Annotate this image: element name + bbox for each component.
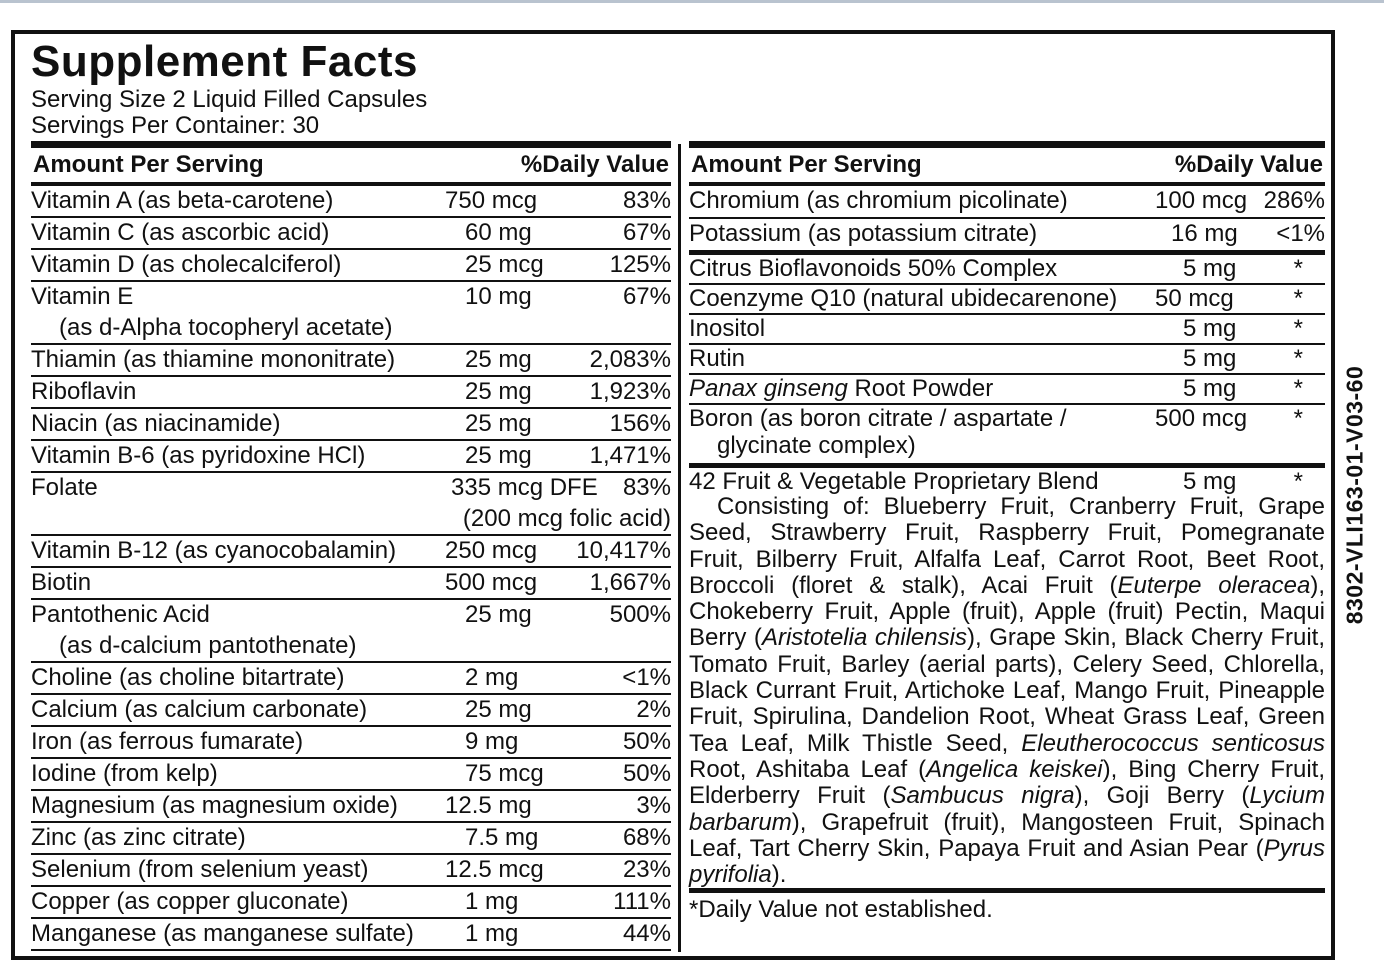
nutrient-name: Manganese (as manganese sulfate) bbox=[31, 920, 414, 947]
right-column-header bbox=[689, 148, 1325, 186]
daily-value-heading: %Daily Value bbox=[1174, 151, 1323, 178]
proprietary-blend bbox=[689, 468, 1325, 893]
column-divider bbox=[678, 144, 681, 952]
nutrient-amount: 500 mcg bbox=[445, 569, 538, 596]
nutrient-name: Zinc (as zinc citrate) bbox=[31, 824, 246, 851]
amount-per-serving-heading: Amount Per Serving bbox=[691, 151, 922, 178]
botanical-name: Aristotelia chilensis bbox=[761, 624, 967, 652]
panel-title: Supplement Facts bbox=[31, 37, 418, 86]
nutrient-amount: 25 mg bbox=[465, 378, 532, 405]
nutrient-amount: 16 mg bbox=[1171, 220, 1238, 247]
daily-value: 50% bbox=[622, 760, 671, 787]
nutrient-row bbox=[689, 255, 1325, 285]
daily-value: * bbox=[1293, 285, 1303, 312]
nutrient-amount: 1 mg bbox=[465, 888, 519, 915]
nutrient-row bbox=[31, 695, 671, 727]
daily-value: 50% bbox=[622, 728, 671, 755]
botanical-name: Euterpe oleracea bbox=[1117, 571, 1311, 599]
daily-value: * bbox=[1293, 405, 1303, 432]
blend-ingredients: Consisting of: Blueberry Fruit, Cranberry Fruit, Grape Seed, Strawberry Fruit, Raspberry Fruit, Pomegranate Fruit, Bilberry Fruit, Alfalfa Leaf, Carrot Root, Beet Root, Broccoli (floret & stalk), Acai Fruit (Euterpe oleracea), Chokeberry Fruit, Apple (fruit), Apple (fruit) Pectin, Maqui Berry (Aristotelia chilensis), Grape Skin, Black Cherry Fruit, Tomato Fruit, Barley (aerial parts), Celery Seed, Chlorella, Black Currant Fruit, Artichoke Leaf, Mango Fruit, Pineapple Fruit, Spirulina, Dandelion Root, Wheat Grass Leaf, Green Tea Leaf, Milk Thistle Seed, Eleutherococcus senticosus Root, Ashitaba Leaf (Angelica keiskei), Bing Cherry Fruit, Elderberry Fruit (Sambucus nigra), Goji Berry (Lycium barbarum), Grapefruit (fruit), Mangosteen Fruit, Spinach Leaf, Tart Cherry Skin, Papaya Fruit and Asian Pear (Pyrus pyrifolia). bbox=[689, 493, 1325, 889]
lot-code-text: 8302-VLI163-01-V03-60 bbox=[1341, 365, 1368, 625]
nutrient-amount: 10 mg bbox=[465, 283, 532, 310]
nutrient-amount: 5 mg bbox=[1183, 255, 1237, 282]
right-column bbox=[689, 141, 1325, 925]
nutrient-amount: 7.5 mg bbox=[465, 824, 539, 851]
nutrient-name: Iron (as ferrous fumarate) bbox=[31, 728, 304, 755]
daily-value: 286% bbox=[1263, 187, 1325, 214]
nutrient-row bbox=[31, 727, 671, 759]
left-column-header bbox=[31, 148, 671, 186]
daily-value: * bbox=[1293, 315, 1303, 342]
botanical-name: Sambucus nigra bbox=[890, 782, 1075, 810]
nutrient-source: (as d-calcium pantothenate) bbox=[59, 632, 357, 659]
nutrient-name: Vitamin E bbox=[31, 283, 134, 310]
folic-acid-amount: (200 mcg folic acid) bbox=[462, 505, 671, 532]
nutrient-name: Inositol bbox=[689, 315, 766, 342]
supplement-facts-panel bbox=[11, 30, 1335, 960]
daily-value: * bbox=[1293, 255, 1303, 282]
daily-value: 83% bbox=[622, 187, 671, 214]
nutrient-name: Thiamin (as thiamine mononitrate) bbox=[31, 346, 396, 373]
nutrient-source: (as d-Alpha tocopheryl acetate) bbox=[59, 314, 393, 341]
right-nutrient-list-top bbox=[689, 186, 1325, 255]
nutrient-source: glycinate complex) bbox=[717, 432, 916, 459]
nutrient-row bbox=[689, 285, 1325, 315]
nutrient-amount: 25 mg bbox=[465, 601, 532, 628]
daily-value: 83% bbox=[622, 474, 671, 501]
blend-daily-value: * bbox=[1293, 468, 1303, 495]
blend-header-row bbox=[689, 468, 1325, 494]
nutrient-row bbox=[31, 473, 671, 536]
daily-value: 500% bbox=[609, 601, 671, 628]
nutrient-name: Niacin (as niacinamide) bbox=[31, 410, 281, 437]
nutrient-amount: 25 mg bbox=[465, 346, 532, 373]
nutrient-name: Folate bbox=[31, 474, 98, 501]
nutrient-row bbox=[31, 441, 671, 473]
nutrient-row bbox=[31, 887, 671, 919]
blend-name: 42 Fruit & Vegetable Proprietary Blend bbox=[689, 468, 1099, 495]
nutrient-row bbox=[31, 791, 671, 823]
daily-value: 1,471% bbox=[589, 442, 671, 469]
nutrient-amount: 12.5 mg bbox=[445, 792, 532, 819]
nutrient-amount: 335 mcg DFE bbox=[451, 474, 598, 501]
nutrient-amount: 5 mg bbox=[1183, 315, 1237, 342]
nutrient-row bbox=[689, 315, 1325, 345]
right-nutrient-list bbox=[689, 255, 1325, 468]
nutrient-amount: 75 mcg bbox=[465, 760, 544, 787]
daily-value: 3% bbox=[636, 792, 671, 819]
nutrient-name: Magnesium (as magnesium oxide) bbox=[31, 792, 398, 819]
nutrient-amount: 1 mg bbox=[465, 920, 519, 947]
nutrient-name: Coenzyme Q10 (natural ubidecarenone) bbox=[689, 285, 1118, 312]
daily-value: <1% bbox=[1276, 220, 1325, 247]
daily-value: 23% bbox=[622, 856, 671, 883]
daily-value: 1,923% bbox=[589, 378, 671, 405]
nutrient-amount: 5 mg bbox=[1183, 345, 1237, 372]
nutrient-row bbox=[31, 568, 671, 600]
nutrient-amount: 12.5 mcg bbox=[445, 856, 544, 883]
nutrient-amount: 750 mcg bbox=[445, 187, 538, 214]
daily-value: 111% bbox=[613, 888, 671, 915]
daily-value-heading: %Daily Value bbox=[520, 151, 669, 178]
amount-per-serving-heading: Amount Per Serving bbox=[33, 151, 264, 178]
nutrient-row bbox=[31, 377, 671, 409]
servings-per-container: Servings Per Container: 30 bbox=[31, 112, 320, 139]
daily-value: * bbox=[1293, 345, 1303, 372]
daily-value: 1,667% bbox=[589, 569, 671, 596]
nutrient-amount: 250 mcg bbox=[445, 537, 538, 564]
nutrient-amount: 5 mg bbox=[1183, 375, 1237, 402]
nutrient-name: Vitamin D (as cholecalciferol) bbox=[31, 251, 342, 278]
nutrient-row bbox=[31, 186, 671, 218]
left-nutrient-list bbox=[31, 186, 671, 951]
left-column bbox=[31, 141, 671, 951]
nutrient-name: Riboflavin bbox=[31, 378, 137, 405]
nutrient-amount: 100 mcg bbox=[1155, 187, 1248, 214]
nutrient-name: Vitamin B-6 (as pyridoxine HCl) bbox=[31, 442, 366, 469]
botanical-name: Eleutherococcus senticosus bbox=[1021, 729, 1325, 757]
nutrient-amount: 25 mcg bbox=[465, 251, 544, 278]
blend-amount: 5 mg bbox=[1183, 468, 1237, 495]
nutrient-row bbox=[31, 919, 671, 951]
daily-value: 2% bbox=[636, 696, 671, 723]
nutrient-row bbox=[689, 405, 1325, 468]
nutrient-name: Biotin bbox=[31, 569, 92, 596]
nutrient-name: Selenium (from selenium yeast) bbox=[31, 856, 369, 883]
nutrient-row bbox=[31, 282, 671, 345]
nutrient-name: Iodine (from kelp) bbox=[31, 760, 218, 787]
daily-value: 67% bbox=[622, 219, 671, 246]
nutrient-row bbox=[31, 218, 671, 250]
nutrient-row bbox=[31, 855, 671, 887]
nutrient-row bbox=[31, 409, 671, 441]
daily-value: 125% bbox=[609, 251, 671, 278]
nutrient-name: Panax ginseng Root Powder bbox=[689, 375, 994, 402]
nutrient-name: Calcium (as calcium carbonate) bbox=[31, 696, 368, 723]
serving-size: Serving Size 2 Liquid Filled Capsules bbox=[31, 86, 428, 113]
nutrient-row bbox=[689, 219, 1325, 255]
nutrient-amount: 500 mcg bbox=[1155, 405, 1248, 432]
nutrient-name: Vitamin A (as beta-carotene) bbox=[31, 187, 334, 214]
nutrient-row bbox=[689, 186, 1325, 219]
daily-value: 156% bbox=[609, 410, 671, 437]
top-rule bbox=[0, 0, 1384, 3]
nutrient-row bbox=[689, 345, 1325, 375]
daily-value: * bbox=[1293, 375, 1303, 402]
nutrient-amount: 60 mg bbox=[465, 219, 532, 246]
botanical-name: Panax ginseng bbox=[689, 375, 848, 402]
footnote: *Daily Value not established. bbox=[689, 896, 993, 924]
nutrient-row bbox=[31, 345, 671, 377]
nutrient-amount: 2 mg bbox=[465, 664, 519, 691]
nutrient-row bbox=[31, 250, 671, 282]
daily-value: 44% bbox=[622, 920, 671, 947]
daily-value: <1% bbox=[622, 664, 671, 691]
nutrient-amount: 25 mg bbox=[465, 410, 532, 437]
nutrient-row bbox=[31, 600, 671, 663]
daily-value: 67% bbox=[622, 283, 671, 310]
nutrient-name: Potassium (as potassium citrate) bbox=[689, 220, 1038, 247]
serving-info bbox=[31, 87, 427, 139]
nutrient-row bbox=[31, 536, 671, 568]
nutrient-amount: 50 mcg bbox=[1155, 285, 1234, 312]
nutrient-name: Vitamin B-12 (as cyanocobalamin) bbox=[31, 537, 397, 564]
nutrient-row bbox=[31, 823, 671, 855]
nutrient-amount: 9 mg bbox=[465, 728, 519, 755]
nutrient-row bbox=[31, 759, 671, 791]
nutrient-name: Vitamin C (as ascorbic acid) bbox=[31, 219, 330, 246]
daily-value: 2,083% bbox=[589, 346, 671, 373]
nutrient-name: Pantothenic Acid bbox=[31, 601, 210, 628]
nutrient-name: Citrus Bioflavonoids 50% Complex bbox=[689, 255, 1058, 282]
nutrient-name: Boron (as boron citrate / aspartate / bbox=[689, 405, 1067, 432]
nutrient-name: Chromium (as chromium picolinate) bbox=[689, 187, 1068, 214]
nutrient-amount: 25 mg bbox=[465, 696, 532, 723]
nutrient-row bbox=[31, 663, 671, 695]
daily-value: 68% bbox=[622, 824, 671, 851]
nutrient-name: Choline (as choline bitartrate) bbox=[31, 664, 345, 691]
botanical-name: Pyrus pyrifolia bbox=[689, 834, 1325, 889]
nutrient-amount: 25 mg bbox=[465, 442, 532, 469]
nutrient-name: Rutin bbox=[689, 345, 746, 372]
botanical-name: Angelica keiskei bbox=[926, 755, 1103, 783]
daily-value: 10,417% bbox=[576, 537, 671, 564]
nutrient-name: Copper (as copper gluconate) bbox=[31, 888, 349, 915]
nutrient-row bbox=[689, 375, 1325, 405]
botanical-name: Lycium barbarum bbox=[689, 782, 1325, 836]
